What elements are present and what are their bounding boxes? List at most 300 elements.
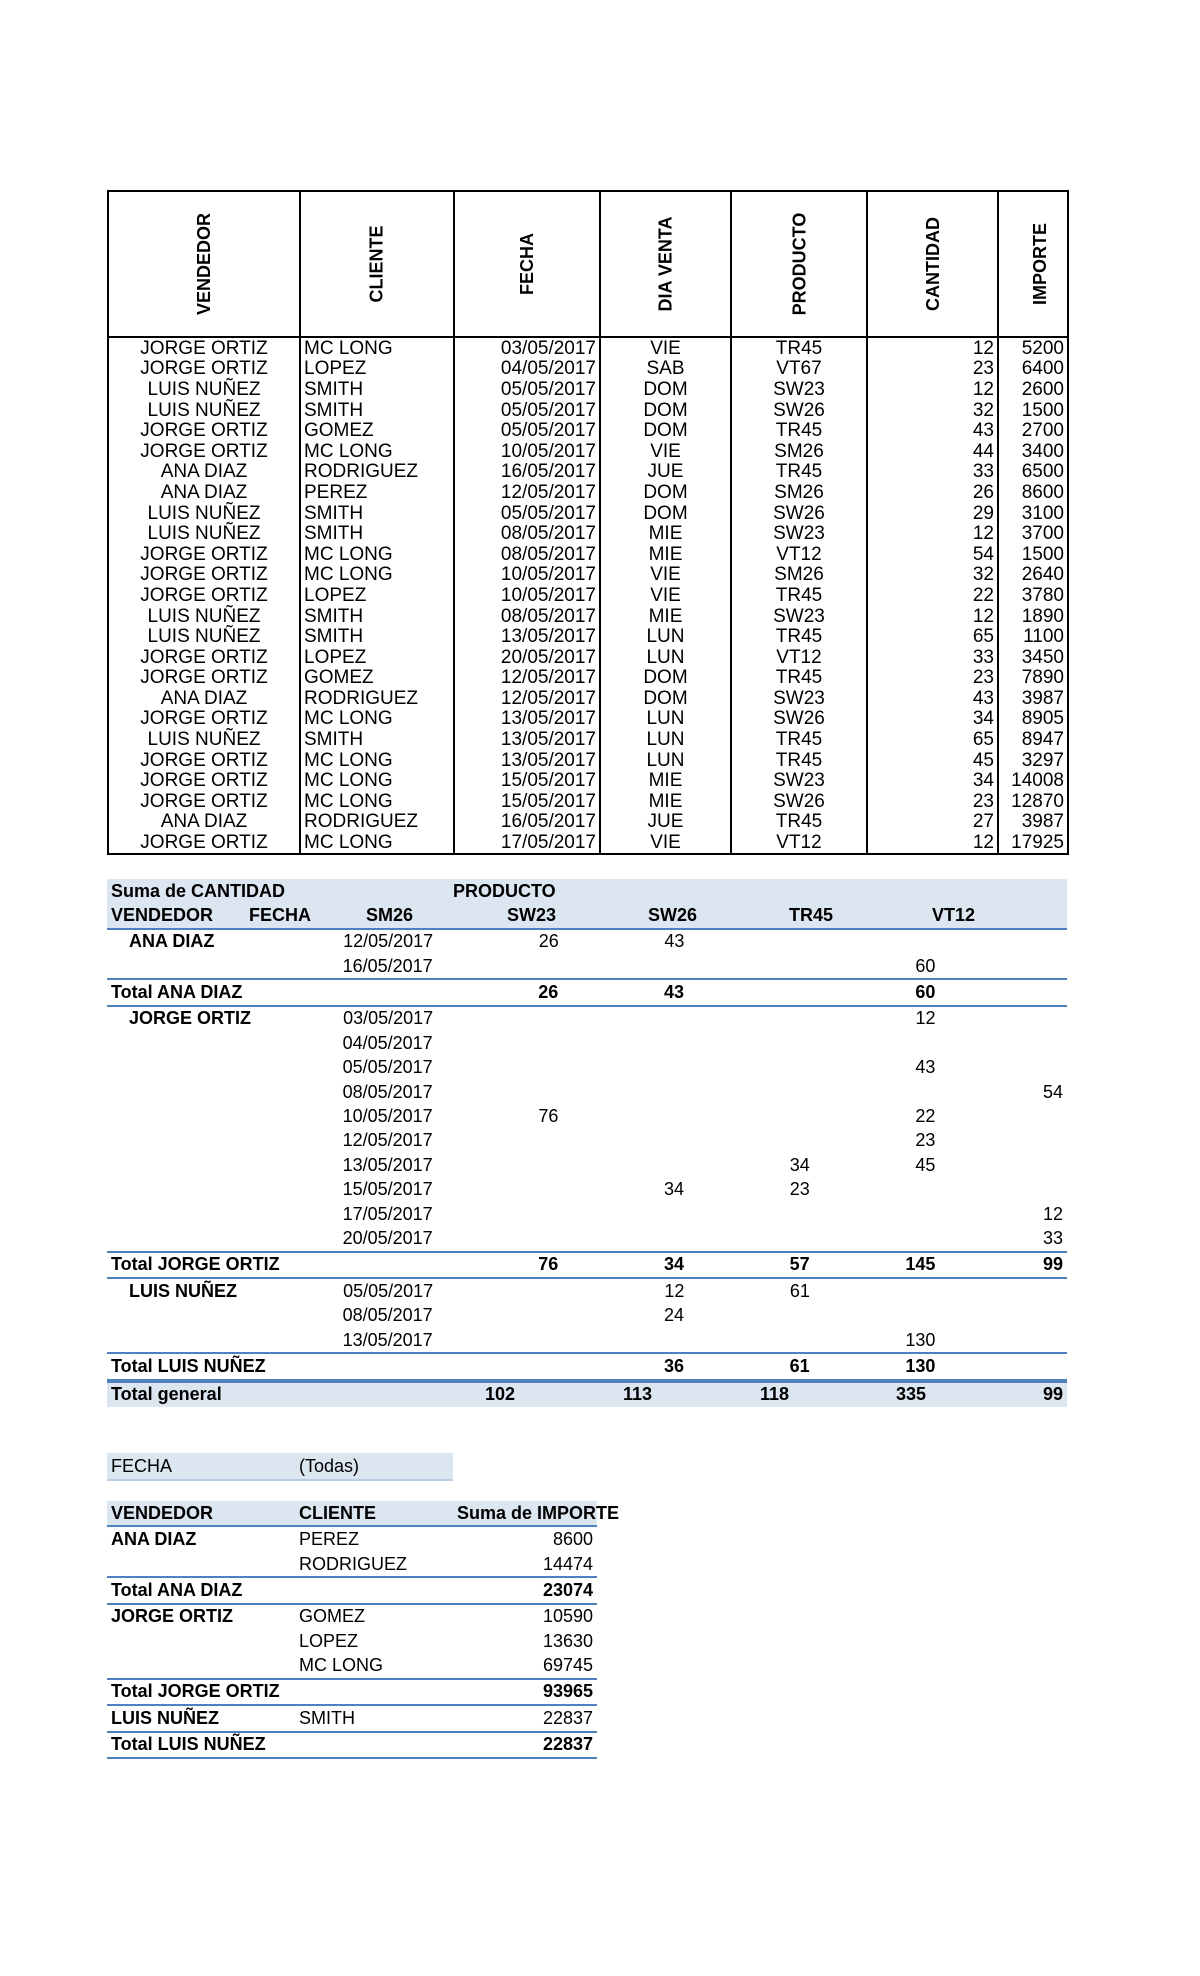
cell-dia-venta[interactable]: LUN bbox=[600, 626, 731, 647]
pivot-value-cell[interactable]: 34 bbox=[664, 1179, 685, 1200]
cell-dia-venta[interactable]: VIE bbox=[600, 337, 731, 359]
cell-producto[interactable]: TR45 bbox=[731, 812, 867, 833]
cell-fecha[interactable]: 16/05/2017 bbox=[454, 812, 600, 833]
cell-vendedor[interactable]: LUIS NUÑEZ bbox=[108, 729, 300, 750]
pivot-fecha-cell[interactable]: 05/05/2017 bbox=[343, 1280, 434, 1301]
pivot-fecha-cell[interactable]: 03/05/2017 bbox=[343, 1008, 434, 1029]
cell-vendedor[interactable]: ANA DIAZ bbox=[108, 688, 300, 709]
cell-vendedor[interactable]: JORGE ORTIZ bbox=[108, 832, 300, 854]
cell-fecha[interactable]: 05/05/2017 bbox=[454, 420, 600, 441]
cell-cliente[interactable]: SMITH bbox=[300, 400, 454, 421]
cell-fecha[interactable]: 13/05/2017 bbox=[454, 626, 600, 647]
cell-cantidad[interactable]: 34 bbox=[867, 770, 998, 791]
cell-cantidad[interactable]: 12 bbox=[867, 379, 998, 400]
subtotal-value[interactable]: 23074 bbox=[542, 1579, 593, 1600]
product-header-sw26[interactable]: SW26 bbox=[648, 904, 698, 925]
data-table-header-row bbox=[108, 191, 1068, 337]
subtotal-label[interactable]: Total LUIS NUÑEZ bbox=[111, 1355, 266, 1376]
cell-producto[interactable]: SW26 bbox=[731, 503, 867, 524]
cell-producto[interactable]: TR45 bbox=[731, 626, 867, 647]
cell-cantidad[interactable]: 32 bbox=[867, 400, 998, 421]
cell-vendedor[interactable]: JORGE ORTIZ bbox=[108, 585, 300, 606]
pivot-data-row bbox=[107, 1080, 1067, 1104]
cell-importe[interactable]: 1890 bbox=[998, 606, 1068, 627]
cell-importe[interactable]: 12870 bbox=[998, 791, 1068, 812]
pivot-fecha-cell[interactable]: 20/05/2017 bbox=[342, 1228, 433, 1248]
cell-dia-venta[interactable]: JUE bbox=[600, 812, 731, 833]
table-row bbox=[108, 544, 1068, 565]
pivot2-data-row bbox=[107, 1605, 597, 1629]
header-dia-venta[interactable] bbox=[600, 191, 731, 337]
table-row bbox=[108, 750, 1068, 771]
subtotal-label[interactable]: Total JORGE ORTIZ bbox=[111, 1254, 280, 1275]
cell-vendedor[interactable]: JORGE ORTIZ bbox=[108, 750, 300, 771]
cell-cliente[interactable]: RODRIGUEZ bbox=[300, 688, 454, 709]
pivot-value-cell[interactable]: 33 bbox=[1042, 1228, 1063, 1248]
table-row bbox=[108, 503, 1068, 524]
cell-cliente[interactable]: PEREZ bbox=[300, 482, 454, 503]
cell-importe[interactable]: 8947 bbox=[998, 729, 1068, 750]
pivot-fecha-cell[interactable]: 08/05/2017 bbox=[342, 1305, 433, 1326]
pivot2-data-row bbox=[107, 1527, 597, 1551]
cell-importe[interactable]: 3450 bbox=[998, 647, 1068, 668]
cell-producto[interactable]: TR45 bbox=[731, 729, 867, 750]
pivot2-importe-cell[interactable]: 22837 bbox=[542, 1707, 593, 1728]
cell-cantidad[interactable]: 44 bbox=[867, 441, 998, 462]
cell-importe[interactable]: 3297 bbox=[998, 750, 1068, 771]
cell-dia-venta[interactable]: DOM bbox=[600, 420, 731, 441]
cell-dia-venta[interactable]: DOM bbox=[600, 503, 731, 524]
table-row bbox=[108, 626, 1068, 647]
pivot-fecha-cell[interactable]: 15/05/2017 bbox=[342, 1179, 433, 1200]
cell-dia-venta[interactable]: MIE bbox=[600, 791, 731, 812]
cell-cliente[interactable]: GOMEZ bbox=[300, 420, 454, 441]
cell-producto[interactable]: TR45 bbox=[731, 462, 867, 483]
pivot-fecha-cell[interactable]: 08/05/2017 bbox=[342, 1081, 433, 1102]
cell-producto[interactable]: VT12 bbox=[731, 544, 867, 565]
cell-cliente[interactable]: RODRIGUEZ bbox=[300, 462, 454, 483]
cell-cantidad[interactable]: 22 bbox=[867, 585, 998, 606]
cell-dia-venta[interactable]: MIE bbox=[600, 770, 731, 791]
pivot-table-cantidad bbox=[107, 879, 1067, 1407]
subtotal-value[interactable]: 61 bbox=[789, 1355, 810, 1376]
pivot2-data-row bbox=[107, 1653, 597, 1677]
pivot2-cliente-cell[interactable]: GOMEZ bbox=[299, 1606, 365, 1627]
cell-dia-venta[interactable]: MIE bbox=[600, 544, 731, 565]
cell-fecha[interactable]: 16/05/2017 bbox=[454, 462, 600, 483]
pivot-value-cell[interactable]: 61 bbox=[789, 1280, 810, 1301]
header-cantidad[interactable] bbox=[867, 191, 998, 337]
header-producto[interactable] bbox=[731, 191, 867, 337]
table-row bbox=[108, 832, 1068, 854]
cell-fecha[interactable]: 13/05/2017 bbox=[454, 709, 600, 730]
cell-dia-venta[interactable]: DOM bbox=[600, 668, 731, 689]
pivot2-cliente-cell[interactable]: RODRIGUEZ bbox=[299, 1553, 407, 1574]
cell-producto[interactable]: VT67 bbox=[731, 359, 867, 380]
pivot2-importe-cell[interactable]: 10590 bbox=[542, 1606, 593, 1627]
cell-vendedor[interactable]: JORGE ORTIZ bbox=[108, 565, 300, 586]
table-row bbox=[108, 606, 1068, 627]
pivot-value-cell[interactable]: 26 bbox=[538, 931, 559, 952]
product-header-sw23[interactable]: SW23 bbox=[507, 904, 557, 925]
cell-importe[interactable]: 1500 bbox=[998, 400, 1068, 421]
cell-cliente[interactable]: MC LONG bbox=[300, 709, 454, 730]
cell-vendedor[interactable]: JORGE ORTIZ bbox=[108, 791, 300, 812]
cell-dia-venta[interactable]: VIE bbox=[600, 585, 731, 606]
subtotal-label[interactable]: Total ANA DIAZ bbox=[111, 982, 243, 1003]
pivot2-field-cliente[interactable]: CLIENTE bbox=[299, 1502, 377, 1523]
cell-importe[interactable]: 7890 bbox=[998, 668, 1068, 689]
product-header-tr45[interactable]: TR45 bbox=[789, 904, 834, 925]
header-vendedor[interactable] bbox=[108, 191, 300, 337]
cell-producto[interactable]: SW26 bbox=[731, 709, 867, 730]
subtotal-value[interactable]: 76 bbox=[538, 1254, 559, 1275]
pivot-fecha-cell[interactable]: 13/05/2017 bbox=[342, 1154, 433, 1175]
cell-cantidad[interactable]: 32 bbox=[867, 565, 998, 586]
cell-importe[interactable]: 2600 bbox=[998, 379, 1068, 400]
cell-dia-venta[interactable]: LUN bbox=[600, 647, 731, 668]
pivot-data-row bbox=[107, 1056, 1067, 1080]
cell-dia-venta[interactable]: JUE bbox=[600, 462, 731, 483]
subtotal-value[interactable]: 26 bbox=[538, 982, 559, 1003]
cell-fecha[interactable]: 05/05/2017 bbox=[454, 503, 600, 524]
cell-producto[interactable]: SM26 bbox=[731, 482, 867, 503]
pivot2-cliente-cell[interactable]: SMITH bbox=[299, 1707, 355, 1728]
pivot-value-cell[interactable]: 54 bbox=[1042, 1081, 1063, 1102]
header-label: VENDEDOR bbox=[193, 212, 214, 316]
cell-producto[interactable]: SM26 bbox=[731, 565, 867, 586]
cell-dia-venta[interactable]: SAB bbox=[600, 359, 731, 380]
subtotal-value[interactable]: 22837 bbox=[542, 1734, 593, 1755]
cell-producto[interactable]: TR45 bbox=[731, 750, 867, 771]
grand-total-value[interactable]: 118 bbox=[759, 1384, 789, 1405]
cell-producto[interactable]: SW23 bbox=[731, 379, 867, 400]
pivot-row-field-vendedor[interactable]: VENDEDOR bbox=[111, 904, 214, 925]
cell-vendedor[interactable]: LUIS NUÑEZ bbox=[108, 626, 300, 647]
cell-producto[interactable]: VT12 bbox=[731, 647, 867, 668]
cell-producto[interactable]: SW26 bbox=[731, 791, 867, 812]
cell-cliente[interactable]: SMITH bbox=[300, 626, 454, 647]
cell-cantidad[interactable]: 33 bbox=[867, 647, 998, 668]
pivot-fecha-cell[interactable]: 05/05/2017 bbox=[342, 1057, 433, 1078]
cell-importe[interactable]: 1500 bbox=[998, 544, 1068, 565]
cell-cliente[interactable]: MC LONG bbox=[300, 770, 454, 791]
cell-vendedor[interactable]: JORGE ORTIZ bbox=[108, 441, 300, 462]
cell-fecha[interactable]: 08/05/2017 bbox=[454, 606, 600, 627]
cell-cantidad[interactable]: 54 bbox=[867, 544, 998, 565]
pivot2-field-vendedor[interactable]: VENDEDOR bbox=[111, 1502, 214, 1523]
subtotal-value[interactable]: 57 bbox=[789, 1254, 810, 1275]
cell-dia-venta[interactable]: VIE bbox=[600, 565, 731, 586]
cell-dia-venta[interactable]: DOM bbox=[600, 688, 731, 709]
cell-importe[interactable]: 3400 bbox=[998, 441, 1068, 462]
cell-vendedor[interactable]: JORGE ORTIZ bbox=[108, 770, 300, 791]
cell-fecha[interactable]: 08/05/2017 bbox=[454, 523, 600, 544]
cell-cantidad[interactable]: 33 bbox=[867, 462, 998, 483]
cell-cliente[interactable]: MC LONG bbox=[300, 337, 454, 359]
pivot-value-cell[interactable]: 45 bbox=[915, 1154, 936, 1175]
cell-producto[interactable]: SW26 bbox=[731, 400, 867, 421]
cell-dia-venta[interactable]: LUN bbox=[600, 709, 731, 730]
pivot2-cliente-cell[interactable]: PEREZ bbox=[299, 1529, 360, 1550]
cell-dia-venta[interactable]: DOM bbox=[600, 482, 731, 503]
table-row bbox=[108, 565, 1068, 586]
pivot-fecha-cell[interactable]: 12/05/2017 bbox=[342, 1130, 433, 1151]
cell-vendedor[interactable]: LUIS NUÑEZ bbox=[108, 503, 300, 524]
cell-fecha[interactable]: 13/05/2017 bbox=[454, 750, 600, 771]
cell-importe[interactable]: 17925 bbox=[998, 832, 1068, 854]
pivot-grand-total-row bbox=[107, 1381, 1067, 1407]
grand-total-values bbox=[384, 1384, 1067, 1405]
pivot2-importe-cell[interactable]: 8600 bbox=[552, 1529, 593, 1550]
pivot-fecha-cell[interactable]: 13/05/2017 bbox=[342, 1329, 433, 1350]
pivot2-vendedor-label[interactable]: JORGE ORTIZ bbox=[111, 1606, 234, 1627]
cell-importe[interactable]: 3987 bbox=[998, 688, 1068, 709]
subtotal-value[interactable]: 93965 bbox=[542, 1681, 593, 1702]
cell-cliente[interactable]: SMITH bbox=[300, 729, 454, 750]
cell-importe[interactable]: 3700 bbox=[998, 523, 1068, 544]
pivot-value-cell[interactable]: 43 bbox=[915, 1057, 936, 1078]
cell-importe[interactable]: 14008 bbox=[998, 770, 1068, 791]
cell-cantidad[interactable]: 43 bbox=[867, 688, 998, 709]
cell-cliente[interactable]: SMITH bbox=[300, 606, 454, 627]
cell-producto[interactable]: TR45 bbox=[731, 668, 867, 689]
subtotal-value[interactable]: 99 bbox=[1043, 1254, 1064, 1275]
cell-producto[interactable]: VT12 bbox=[731, 832, 867, 854]
cell-importe[interactable]: 2640 bbox=[998, 565, 1068, 586]
cell-vendedor[interactable]: ANA DIAZ bbox=[108, 812, 300, 833]
cell-fecha[interactable]: 13/05/2017 bbox=[454, 729, 600, 750]
pivot-value-cell[interactable]: 43 bbox=[664, 931, 685, 952]
cell-vendedor[interactable]: LUIS NUÑEZ bbox=[108, 379, 300, 400]
grand-total-value[interactable]: 102 bbox=[484, 1384, 515, 1405]
cell-vendedor[interactable]: JORGE ORTIZ bbox=[108, 337, 300, 359]
pivot2-vendedor-label[interactable]: ANA DIAZ bbox=[111, 1529, 197, 1550]
cell-importe[interactable]: 8905 bbox=[998, 709, 1068, 730]
cell-fecha[interactable]: 08/05/2017 bbox=[454, 544, 600, 565]
product-header-sm26[interactable]: SM26 bbox=[366, 904, 414, 925]
header-importe[interactable] bbox=[998, 191, 1068, 337]
cell-fecha[interactable]: 12/05/2017 bbox=[454, 688, 600, 709]
pivot-fecha-cell[interactable]: 12/05/2017 bbox=[343, 931, 434, 952]
cell-fecha[interactable]: 12/05/2017 bbox=[454, 668, 600, 689]
pivot-value-cell[interactable]: 76 bbox=[538, 1106, 559, 1127]
cell-dia-venta[interactable]: LUN bbox=[600, 750, 731, 771]
product-header-vt12[interactable]: VT12 bbox=[932, 904, 976, 925]
cell-cliente[interactable]: MC LONG bbox=[300, 750, 454, 771]
pivot-value-cell[interactable]: 130 bbox=[905, 1329, 936, 1350]
pivot2-field-importe[interactable]: Suma de IMPORTE bbox=[457, 1502, 620, 1523]
cell-cantidad[interactable]: 12 bbox=[867, 606, 998, 627]
cell-dia-venta[interactable]: VIE bbox=[600, 441, 731, 462]
table-row bbox=[108, 668, 1068, 689]
cell-fecha[interactable]: 10/05/2017 bbox=[454, 441, 600, 462]
cell-importe[interactable]: 3100 bbox=[998, 503, 1068, 524]
cell-cliente[interactable]: MC LONG bbox=[300, 441, 454, 462]
cell-producto[interactable]: SW23 bbox=[731, 770, 867, 791]
pivot-fecha-cell[interactable]: 04/05/2017 bbox=[342, 1032, 433, 1053]
pivot-fecha-cell[interactable]: 10/05/2017 bbox=[342, 1106, 433, 1127]
pivot-value-cell[interactable]: 24 bbox=[664, 1305, 685, 1326]
subtotal-value[interactable]: 34 bbox=[663, 1254, 684, 1275]
cell-importe[interactable]: 3987 bbox=[998, 812, 1068, 833]
pivot-fecha-cell[interactable]: 16/05/2017 bbox=[342, 955, 433, 976]
pivot-value-cell[interactable]: 60 bbox=[915, 955, 936, 976]
cell-vendedor[interactable]: JORGE ORTIZ bbox=[108, 544, 300, 565]
subtotal-value[interactable]: 60 bbox=[915, 982, 936, 1003]
cell-cliente[interactable]: SMITH bbox=[300, 503, 454, 524]
pivot2-vendedor-label[interactable]: LUIS NUÑEZ bbox=[111, 1707, 219, 1728]
cell-cantidad[interactable]: 45 bbox=[867, 750, 998, 771]
cell-cantidad[interactable]: 23 bbox=[867, 359, 998, 380]
cell-cliente[interactable]: RODRIGUEZ bbox=[300, 812, 454, 833]
table-row bbox=[108, 441, 1068, 462]
cell-dia-venta[interactable]: DOM bbox=[600, 379, 731, 400]
subtotal-value[interactable]: 130 bbox=[905, 1355, 936, 1376]
cell-fecha[interactable]: 10/05/2017 bbox=[454, 565, 600, 586]
data-table-body bbox=[108, 337, 1068, 854]
pivot2-data-row bbox=[107, 1629, 597, 1653]
subtotal-value[interactable]: 145 bbox=[905, 1254, 936, 1275]
cell-vendedor[interactable]: LUIS NUÑEZ bbox=[108, 400, 300, 421]
pivot-vendedor-label[interactable]: ANA DIAZ bbox=[129, 931, 215, 952]
cell-fecha[interactable]: 15/05/2017 bbox=[454, 791, 600, 812]
cell-fecha[interactable]: 20/05/2017 bbox=[454, 647, 600, 668]
pivot-vendedor-label[interactable]: LUIS NUÑEZ bbox=[129, 1280, 237, 1301]
pivot2-body bbox=[107, 1527, 597, 1759]
filter-dropdown[interactable]: (Todas) bbox=[299, 1455, 360, 1476]
cell-cantidad[interactable]: 12 bbox=[867, 832, 998, 854]
pivot2-importe-cell[interactable]: 13630 bbox=[542, 1630, 593, 1651]
cell-producto[interactable]: SW23 bbox=[731, 523, 867, 544]
header-label: PRODUCTO bbox=[789, 212, 809, 316]
subtotal-label[interactable]: Total LUIS NUÑEZ bbox=[111, 1734, 266, 1755]
cell-fecha[interactable]: 12/05/2017 bbox=[454, 482, 600, 503]
cell-vendedor[interactable]: ANA DIAZ bbox=[108, 482, 300, 503]
pivot2-cliente-cell[interactable]: LOPEZ bbox=[299, 1630, 359, 1651]
pivot2-importe-cell[interactable]: 69745 bbox=[542, 1655, 593, 1676]
header-cliente[interactable] bbox=[300, 191, 454, 337]
cell-cantidad[interactable]: 23 bbox=[867, 668, 998, 689]
pivot2-cliente-cell[interactable]: MC LONG bbox=[299, 1655, 384, 1676]
cell-vendedor[interactable]: JORGE ORTIZ bbox=[108, 359, 300, 380]
pivot-value-cell[interactable]: 23 bbox=[789, 1179, 810, 1200]
cell-vendedor[interactable]: JORGE ORTIZ bbox=[108, 668, 300, 689]
cell-producto[interactable]: TR45 bbox=[731, 585, 867, 606]
cell-cliente[interactable]: LOPEZ bbox=[300, 647, 454, 668]
cell-cliente[interactable]: MC LONG bbox=[300, 791, 454, 812]
cell-fecha[interactable]: 05/05/2017 bbox=[454, 400, 600, 421]
pivot-value-cell[interactable]: 23 bbox=[915, 1130, 936, 1151]
cell-cantidad[interactable]: 29 bbox=[867, 503, 998, 524]
pivot-row-field-fecha[interactable]: FECHA bbox=[248, 904, 311, 925]
header-fecha[interactable] bbox=[454, 191, 600, 337]
cell-producto[interactable]: SW23 bbox=[731, 606, 867, 627]
pivot-vendedor-label[interactable]: JORGE ORTIZ bbox=[129, 1008, 252, 1029]
cell-vendedor[interactable]: ANA DIAZ bbox=[108, 462, 300, 483]
pivot-value-cell[interactable]: 22 bbox=[915, 1106, 936, 1127]
cell-vendedor[interactable]: LUIS NUÑEZ bbox=[108, 606, 300, 627]
cell-cantidad[interactable]: 65 bbox=[867, 729, 998, 750]
cell-cliente[interactable]: LOPEZ bbox=[300, 585, 454, 606]
pivot2-importe-cell[interactable]: 14474 bbox=[542, 1553, 593, 1574]
pivot-value-cell[interactable]: 12 bbox=[1042, 1203, 1063, 1224]
grand-total-value[interactable]: 335 bbox=[895, 1384, 926, 1405]
cell-cantidad[interactable]: 26 bbox=[867, 482, 998, 503]
cell-cantidad[interactable]: 43 bbox=[867, 420, 998, 441]
cell-cliente[interactable]: SMITH bbox=[300, 379, 454, 400]
cell-importe[interactable]: 2700 bbox=[998, 420, 1068, 441]
cell-dia-venta[interactable]: MIE bbox=[600, 606, 731, 627]
spreadsheet-sheet bbox=[107, 190, 1067, 1759]
pivot-value-cell[interactable]: 34 bbox=[789, 1154, 810, 1175]
cell-cliente[interactable]: LOPEZ bbox=[300, 359, 454, 380]
cell-importe[interactable]: 6500 bbox=[998, 462, 1068, 483]
cell-importe[interactable]: 6400 bbox=[998, 359, 1068, 380]
cell-cantidad[interactable]: 12 bbox=[867, 523, 998, 544]
cell-cliente[interactable]: GOMEZ bbox=[300, 668, 454, 689]
cell-dia-venta[interactable]: VIE bbox=[600, 832, 731, 854]
subtotal-value[interactable]: 36 bbox=[663, 1355, 684, 1376]
pivot-column-field[interactable]: PRODUCTO bbox=[453, 880, 556, 901]
cell-cantidad[interactable]: 65 bbox=[867, 626, 998, 647]
cell-cliente[interactable]: MC LONG bbox=[300, 544, 454, 565]
cell-fecha[interactable]: 04/05/2017 bbox=[454, 359, 600, 380]
subtotal-value[interactable]: 43 bbox=[663, 982, 684, 1003]
cell-producto[interactable]: SM26 bbox=[731, 441, 867, 462]
subtotal-label[interactable]: Total JORGE ORTIZ bbox=[111, 1681, 280, 1702]
cell-cliente[interactable]: MC LONG bbox=[300, 565, 454, 586]
cell-importe[interactable]: 1100 bbox=[998, 626, 1068, 647]
cell-importe[interactable]: 8600 bbox=[998, 482, 1068, 503]
pivot2-header-row bbox=[107, 1501, 620, 1527]
cell-producto[interactable]: SW23 bbox=[731, 688, 867, 709]
cell-fecha[interactable]: 03/05/2017 bbox=[454, 337, 600, 359]
cell-fecha[interactable]: 05/05/2017 bbox=[454, 379, 600, 400]
cell-cantidad[interactable]: 12 bbox=[867, 337, 998, 359]
cell-cantidad[interactable]: 23 bbox=[867, 791, 998, 812]
cell-importe[interactable]: 5200 bbox=[998, 337, 1068, 359]
cell-fecha[interactable]: 10/05/2017 bbox=[454, 585, 600, 606]
cell-cantidad[interactable]: 27 bbox=[867, 812, 998, 833]
pivot-fecha-cell[interactable]: 17/05/2017 bbox=[342, 1203, 433, 1224]
header-label: DIA VENTA bbox=[655, 216, 676, 312]
cell-producto[interactable]: TR45 bbox=[731, 420, 867, 441]
cell-cliente[interactable]: MC LONG bbox=[300, 832, 454, 854]
cell-vendedor[interactable]: JORGE ORTIZ bbox=[108, 709, 300, 730]
cell-fecha[interactable]: 17/05/2017 bbox=[454, 832, 600, 854]
pivot-value-cell[interactable]: 12 bbox=[664, 1280, 685, 1301]
pivot-value-field[interactable]: Suma de CANTIDAD bbox=[111, 880, 286, 901]
cell-cantidad[interactable]: 34 bbox=[867, 709, 998, 730]
grand-total-value[interactable]: 99 bbox=[1042, 1384, 1063, 1405]
cell-producto[interactable]: TR45 bbox=[731, 337, 867, 359]
cell-cliente[interactable]: SMITH bbox=[300, 523, 454, 544]
cell-vendedor[interactable]: JORGE ORTIZ bbox=[108, 647, 300, 668]
cell-vendedor[interactable]: LUIS NUÑEZ bbox=[108, 523, 300, 544]
header-label: FECHA bbox=[517, 233, 537, 295]
pivot-value-cell[interactable]: 12 bbox=[915, 1008, 936, 1029]
table-row bbox=[108, 688, 1068, 709]
cell-vendedor[interactable]: JORGE ORTIZ bbox=[108, 420, 300, 441]
cell-dia-venta[interactable]: LUN bbox=[600, 729, 731, 750]
cell-dia-venta[interactable]: DOM bbox=[600, 400, 731, 421]
cell-dia-venta[interactable]: MIE bbox=[600, 523, 731, 544]
cell-fecha[interactable]: 15/05/2017 bbox=[454, 770, 600, 791]
cell-importe[interactable]: 3780 bbox=[998, 585, 1068, 606]
grand-total-value[interactable]: 113 bbox=[622, 1384, 652, 1405]
subtotal-label[interactable]: Total ANA DIAZ bbox=[111, 1579, 243, 1600]
